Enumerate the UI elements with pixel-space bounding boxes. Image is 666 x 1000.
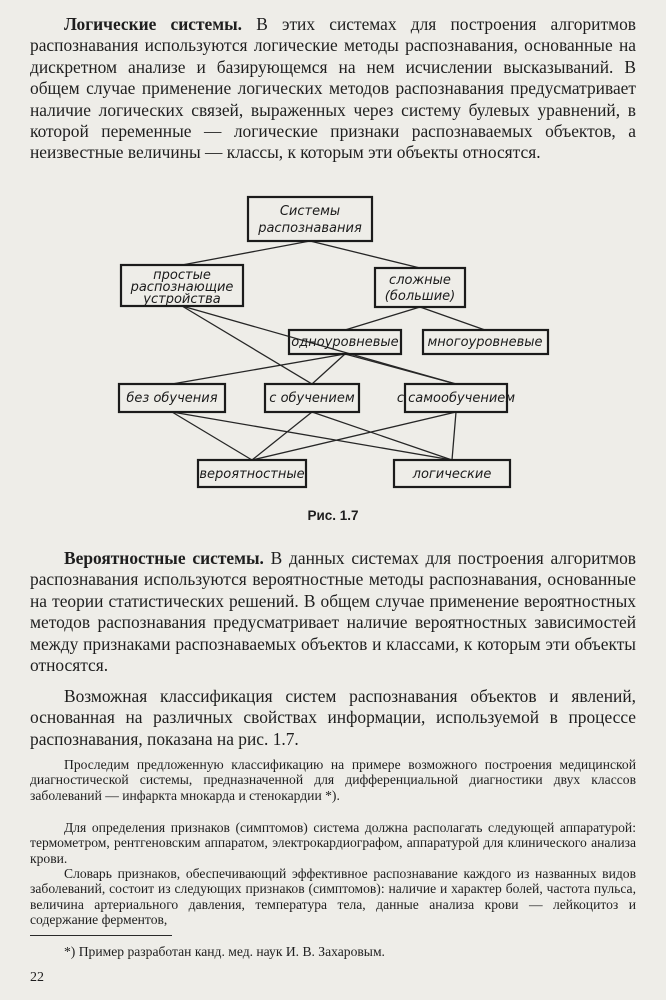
paragraph-logical-systems	[30, 14, 636, 164]
footnote-divider	[30, 935, 172, 936]
page-number: 22	[30, 970, 44, 985]
edge-single-no-training	[172, 354, 345, 384]
node-self-training-label: с самообучением	[396, 391, 516, 406]
node-logical	[394, 460, 510, 487]
node-self-training	[397, 384, 515, 412]
paragraph-medical-example: Проследим предложенную классификацию на примере возможного построения медицинской диагностической системы, предназначенной для дифференциальной диагностики двух классов заболеваний — инфаркта мнокарда и стенокардии *).	[30, 757, 636, 803]
heading-probabilistic-systems: Вероятностные системы.	[64, 548, 264, 568]
node-complex-line1: сложные	[389, 273, 451, 288]
node-complex-systems	[375, 268, 465, 307]
paragraph-logical-systems-text: В этих системах для построения алгоритмов распознавания используются логические методы распознавания, основанные на дискретном анализе и базирующемся на нем исчислении высказываний. В общем случае применение логических методов распознавания предусматривает наличие логических связей, выраженных через систему булевых уравнений, в которой переменные — логические признаки распознаваемых объектов, а неизвестные величины — классы, к которым эти объекты относятся.	[30, 14, 636, 163]
footnote: *) Пример разработан канд. мед. наук И. В. Захаровым.	[64, 944, 385, 959]
node-root-line2: распознавания	[258, 221, 362, 236]
heading-logical-systems: Логические системы.	[64, 14, 243, 34]
node-simple-line3: устройства	[143, 292, 221, 307]
edge-root-complex	[310, 241, 420, 268]
edge-with-training-logical	[312, 412, 452, 460]
classification-diagram	[0, 190, 666, 500]
node-multi-level	[423, 330, 548, 354]
node-no-training-label: без обучения	[126, 391, 218, 406]
node-single-level	[289, 330, 401, 354]
edge-self-training-logical	[452, 412, 456, 460]
node-with-training	[265, 384, 359, 412]
edge-no-training-logical	[172, 412, 452, 460]
node-probabilistic-label: вероятностные	[199, 467, 305, 482]
node-recognition-systems	[248, 197, 372, 241]
node-logical-label: логические	[412, 467, 492, 482]
node-simple-line1: простые	[153, 268, 211, 283]
paragraph-classification: Возможная классификация систем распознавания объектов и явлений, основанная на различных свойствах информации, используемой в процессе распознавания, показана на рис. 1.7.	[30, 686, 636, 749]
edge-complex-multi	[420, 307, 485, 330]
paragraph-probabilistic-systems	[30, 548, 636, 676]
node-complex-line2: (большие)	[384, 289, 456, 304]
node-multi-level-label: многоуровневые	[427, 335, 543, 350]
node-simple-devices	[121, 265, 243, 307]
node-with-training-label: с обучением	[269, 391, 355, 406]
edge-complex-single	[345, 307, 420, 330]
node-no-training	[119, 384, 225, 412]
paragraph-probabilistic-systems-text: В данных системах для построения алгоритмов распознавания используются вероятностные методы распознавания, основанные на теории статистических решений. В общем случае применение вероятностных методов распознавания предусматривает наличие вероятностных зависимостей между признаками распознаваемых объектов и классами, к которым эти объекты относятся.	[30, 548, 636, 676]
edge-root-simple	[182, 241, 310, 265]
figure-caption: Рис. 1.7	[307, 508, 359, 523]
paragraph-equipment: Для определения признаков (симптомов) система должна располагать следующей аппаратурой: термометром, рентгеновским аппаратом, электрокардиографом, аппаратурой для клинического анализа крови.	[30, 820, 636, 866]
paragraph-feature-dictionary: Словарь признаков, обеспечивающий эффективное распознавание каждого из названных видов заболеваний, состоит из следующих признаков (симптомов): наличие и характер болей, частота пульса, величина артериального давления, температура тела, данные анализа крови — лейкоцитоз и содержание ферментов,	[30, 866, 636, 928]
node-root-line1: Системы	[279, 204, 341, 219]
node-single-level-label: одноуровневые	[291, 335, 399, 350]
edge-single-self-training	[345, 354, 456, 384]
node-probabilistic	[198, 460, 306, 487]
node-simple-line2: распознающие	[130, 280, 234, 295]
